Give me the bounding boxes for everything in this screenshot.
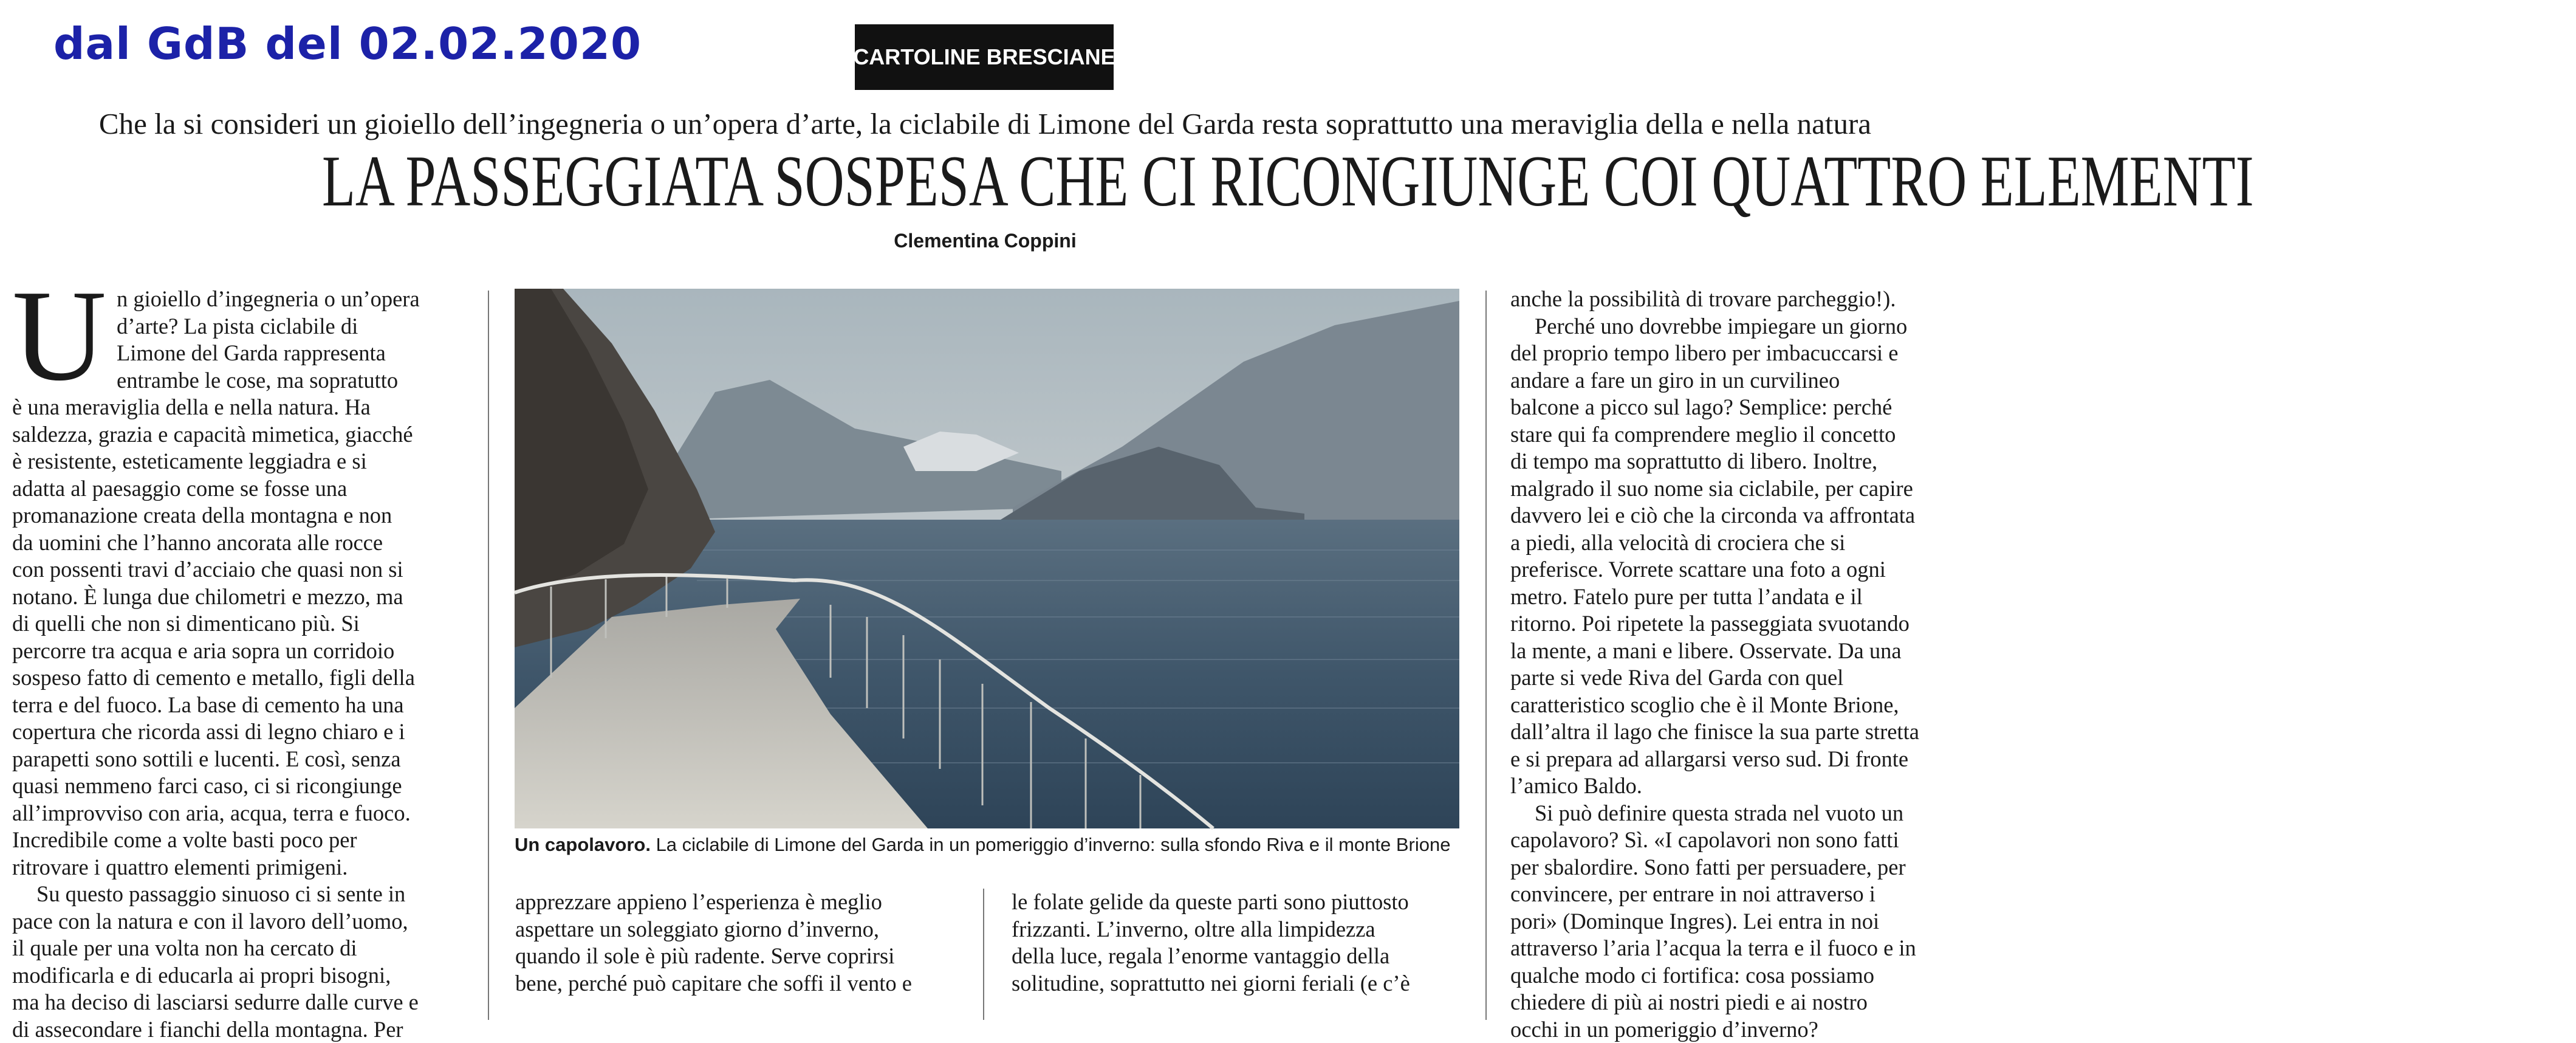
text-line: ritrovare i quattro elementi primigeni. bbox=[12, 854, 463, 881]
text-line: bene, perché può capitare che soffi il vento e bbox=[515, 970, 965, 997]
article-photo bbox=[515, 289, 1459, 828]
article-column-2 bbox=[515, 889, 965, 997]
section-tag: CARTOLINE BRESCIANE bbox=[855, 24, 1114, 90]
text-line: chiedere di più ai nostri piedi e ai nostro bbox=[1510, 989, 1960, 1016]
text-line: d’arte? La pista ciclabile di bbox=[12, 313, 463, 340]
text-line: parapetti sono sottili e lucenti. E così, senza bbox=[12, 746, 463, 773]
caption-lead: Un capolavoro. bbox=[515, 834, 651, 855]
text-line: preferisce. Vorrete scattare una foto a ogni bbox=[1510, 556, 1960, 583]
text-line: entrambe le cose, ma sopratutto bbox=[12, 367, 463, 394]
text-line: terra e del fuoco. La base di cemento ha una bbox=[12, 692, 463, 719]
text-line: e si prepara ad allargarsi verso sud. Di fronte bbox=[1510, 746, 1960, 773]
text-line: pace con la natura e con il lavoro dell’uomo, bbox=[12, 908, 463, 935]
text-line: notano. È lunga due chilometri e mezzo, ma bbox=[12, 583, 463, 611]
text-line: è una meraviglia della e nella natura. Ha bbox=[12, 394, 463, 421]
text-line: è resistente, esteticamente leggiadra e si bbox=[12, 448, 463, 475]
kicker-subtitle: Che la si consideri un gioiello dell’ingegneria o un’opera d’arte, la ciclabile di Limone del Garda resta soprattutto una meraviglia della e nella natura bbox=[0, 106, 1970, 141]
text-line: della luce, regala l’enorme vantaggio della bbox=[1012, 943, 1461, 970]
text-line: aspettare un soleggiato giorno d’inverno, bbox=[515, 916, 965, 943]
photo-caption bbox=[515, 834, 1462, 856]
text-line: solitudine, soprattutto nei giorni feriali (e c’è bbox=[1012, 970, 1461, 997]
text-line: caratteristico scoglio che è il Monte Brione, bbox=[1510, 692, 1960, 719]
article-column-1 bbox=[12, 286, 463, 1043]
text-line: pori» (Dominque Ingres). Lei entra in noi bbox=[1510, 908, 1960, 935]
text-line: il quale per una volta non ha cercato di bbox=[12, 935, 463, 962]
headline bbox=[0, 142, 1970, 221]
text-line: all’improvviso con aria, acqua, terra e fuoco. bbox=[12, 800, 463, 827]
column-rule bbox=[983, 889, 984, 1020]
text-line: di quelli che non si dimenticano più. Si bbox=[12, 610, 463, 638]
text-line: la mente, a mani e libere. Osservate. Da una bbox=[1510, 638, 1960, 665]
text-line: ma ha deciso di lasciarsi sedurre dalle curve e bbox=[12, 989, 463, 1016]
text-line: copertura che ricorda assi di legno chiaro e i bbox=[12, 718, 463, 746]
article-column-4 bbox=[1510, 286, 1960, 1043]
text-line: dall’altra il lago che finisce la sua parte stretta bbox=[1510, 718, 1960, 746]
text-line: apprezzare appieno l’esperienza è meglio bbox=[515, 889, 965, 916]
text-line: a piedi, alla velocità di crociera che si bbox=[1510, 529, 1960, 557]
text-line: malgrado il suo nome sia ciclabile, per capire bbox=[1510, 475, 1960, 503]
text-line: frizzanti. L’inverno, oltre alla limpidezza bbox=[1012, 916, 1461, 943]
article-column-3 bbox=[1012, 889, 1461, 997]
text-line: attraverso l’aria l’acqua la terra e il fuoco e in bbox=[1510, 935, 1960, 962]
text-line: qualche modo ci fortifica: cosa possiamo bbox=[1510, 962, 1960, 990]
text-line: davvero lei e ciò che la circonda va affrontata bbox=[1510, 502, 1960, 529]
text-line: promanazione creata della montagna e non bbox=[12, 502, 463, 529]
lakeside-cycle-path-photo bbox=[515, 289, 1459, 828]
text-line: andare a fare un giro in un curvilineo bbox=[1510, 367, 1960, 394]
text-line: di tempo ma soprattutto di libero. Inoltre, bbox=[1510, 448, 1960, 475]
text-line: n gioiello d’ingegneria o un’opera bbox=[12, 286, 463, 313]
text-line: adatta al paesaggio come se fosse una bbox=[12, 475, 463, 503]
text-line: occhi in un pomeriggio d’inverno? bbox=[1510, 1016, 1960, 1043]
caption-text: La ciclabile di Limone del Garda in un pomeriggio d’inverno: sulla sfondo Riva e il monte Brione bbox=[656, 834, 1451, 855]
headline-text: LA PASSEGGIATA SOSPESA CHE CI RICONGIUNGE COI QUATTRO ELEMENTI bbox=[322, 142, 2254, 221]
text-line: balcone a picco sul lago? Semplice: perché bbox=[1510, 394, 1960, 421]
text-line: quasi nemmeno farci caso, ci si ricongiunge bbox=[12, 773, 463, 800]
text-line: con possenti travi d’acciaio che quasi non si bbox=[12, 556, 463, 583]
column-rule bbox=[488, 291, 489, 1020]
text-line: sospeso fatto di cemento e metallo, figli della bbox=[12, 664, 463, 692]
text-line: percorre tra acqua e aria sopra un corridoio bbox=[12, 638, 463, 665]
column-rule bbox=[1485, 291, 1487, 1020]
text-line: di assecondare i fianchi della montagna. Per bbox=[12, 1016, 463, 1043]
text-line: Su questo passaggio sinuoso ci si sente in bbox=[12, 881, 463, 908]
text-line: metro. Fatelo pure per tutta l’andata e il bbox=[1510, 583, 1960, 611]
text-line: capolavoro? Sì. «I capolavori non sono fatti bbox=[1510, 827, 1960, 854]
text-line: saldezza, grazia e capacità mimetica, giacché bbox=[12, 421, 463, 449]
text-line: da uomini che l’hanno ancorata alle rocce bbox=[12, 529, 463, 557]
byline: Clementina Coppini bbox=[0, 230, 1970, 252]
text-line: Incredibile come a volte basti poco per bbox=[12, 827, 463, 854]
text-line: anche la possibilità di trovare parcheggio!). bbox=[1510, 286, 1960, 313]
text-line: Si può definire questa strada nel vuoto un bbox=[1510, 800, 1960, 827]
text-line: ritorno. Poi ripetete la passeggiata svuotando bbox=[1510, 610, 1960, 638]
text-line: parte si vede Riva del Garda con quel bbox=[1510, 664, 1960, 692]
text-line: Perché uno dovrebbe impiegare un giorno bbox=[1510, 313, 1960, 340]
text-line: per sbalordire. Sono fatti per persuadere, per bbox=[1510, 854, 1960, 881]
text-line: convincere, per entrare in noi attraverso i bbox=[1510, 881, 1960, 908]
text-line: modificarla e di educarla ai propri bisogni, bbox=[12, 962, 463, 990]
text-line: quando il sole è più radente. Serve coprirsi bbox=[515, 943, 965, 970]
text-line: stare qui fa comprendere meglio il concetto bbox=[1510, 421, 1960, 449]
text-line: Limone del Garda rappresenta bbox=[12, 340, 463, 367]
text-line: l’amico Baldo. bbox=[1510, 773, 1960, 800]
text-line: del proprio tempo libero per imbacuccarsi e bbox=[1510, 340, 1960, 367]
source-label: dal GdB del 02.02.2020 bbox=[53, 18, 642, 69]
drop-cap: U bbox=[12, 281, 106, 390]
text-line: le folate gelide da queste parti sono piuttosto bbox=[1012, 889, 1461, 916]
